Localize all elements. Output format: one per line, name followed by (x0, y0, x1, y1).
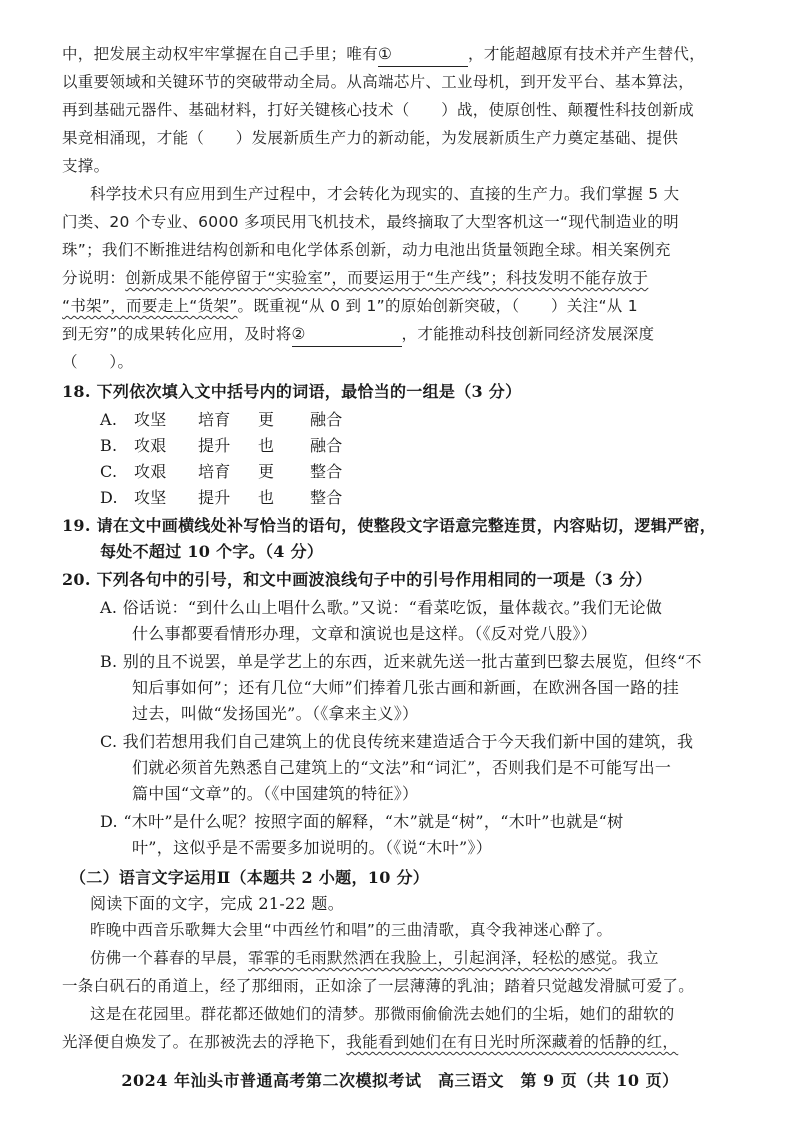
wavy-underlined-sentence: 我能看到她们在有日光时所深藏着的恬静的红， (346, 1033, 679, 1051)
option-word: 更 (258, 410, 275, 429)
option-word: 也 (258, 488, 275, 507)
passage-text: 中，把发展主动权牢牢掌握在自己手里；唯有 (62, 45, 379, 63)
page-footer: 2024 年汕头市普通高考第二次模拟考试 高三语文 第 9 页（共 10 页） (121, 1071, 679, 1090)
passage-line: 门类、20 个专业、6000 多项民用飞机技术，最终摘取了大型客机这一“现代制造业的明 (62, 213, 679, 231)
option-word: 攻坚 (134, 410, 167, 429)
passage2-line (90, 946, 800, 970)
option-word: 整合 (310, 488, 343, 507)
option-label: B. (100, 436, 118, 455)
option-word: 也 (258, 436, 275, 455)
q20-option-d: D. “木叶”是什么呢？按照字面的解释，“木”就是“树”，“木叶”也就是“树 (100, 812, 624, 831)
passage2-line: 这是在花园里。群花都还做她们的清梦。那微雨偷偷洗去她们的尘垢，她们的甜软的 (90, 1005, 675, 1023)
q20-option-b-cont: 知后事如何”；还有几位“大师”们捧着几张古画和新画，在欧洲各国一路的挂 (132, 678, 680, 697)
section-heading: （二）语言文字运用Ⅱ（本题共 2 小题，10 分） (70, 868, 430, 887)
passage-line: 果竞相涌现，才能（ ）发展新质生产力的新动能，为发展新质生产力奠定基础、提供 (62, 129, 679, 147)
wavy-underlined-sentence: “书架”，而要走上“货架” (62, 297, 238, 315)
option-word: 提升 (198, 436, 231, 455)
blank-marker-2: ② (291, 325, 306, 343)
question-19-stem-cont: 每处不超过 10 个字。（4 分） (100, 542, 324, 561)
option-label: D. (100, 488, 118, 507)
passage2-line: 昨晚中西音乐歌舞大会里“中西丝竹和唱”的三曲清歌，真令我神迷心醉了。 (90, 921, 613, 939)
q20-option-b-cont: 过去，叫做“发扬国光”。（《拿来主义》） (132, 704, 419, 723)
question-18-stem: 18. 下列依次填入文中括号内的词语，最恰当的一组是（3 分） (62, 382, 522, 401)
blank-marker-1: ① (378, 45, 393, 63)
blank-2 (292, 322, 402, 347)
q18-option-a (100, 408, 800, 432)
passage-text: ，才能超越原有技术并产生替代， (468, 45, 706, 63)
wavy-underlined-sentence: 霏霏的毛雨默然洒在我脸上，引起润泽，轻松的感觉 (248, 949, 612, 967)
option-word: 攻艰 (134, 436, 167, 455)
option-word: 融合 (310, 410, 343, 429)
q18-option-b (100, 434, 800, 458)
passage-line (62, 294, 800, 318)
q18-option-c (100, 460, 800, 484)
passage-line: 以重要领域和关键环节的突破带动全局。从高端芯片、工业母机，到开发平台、基本算法， (62, 73, 695, 91)
question-19-stem: 19. 请在文中画横线处补写恰当的语句，使整段文字语意完整连贯，内容贴切，逻辑严密， (62, 516, 717, 535)
passage-text: ，才能推动科技创新同经济发展深度 (401, 325, 655, 343)
q20-option-d-cont: 叶”，这似乎是不需要多加说明的。（《说“木叶”》） (132, 838, 493, 857)
question-20-stem: 20. 下列各句中的引号，和文中画波浪线句子中的引号作用相同的一项是（3 分） (62, 570, 652, 589)
passage-line: 科学技术只有应用到生产过程中，才会转化为现实的、直接的生产力。我们掌握 5 大 (90, 185, 680, 203)
q20-option-c-cont: 们就必须首先熟悉自己建筑上的“文法”和“词汇”，否则我们是不可能写出一 (132, 758, 672, 777)
passage2-line (62, 1030, 800, 1054)
passage-line (62, 42, 800, 67)
passage-text: 光泽便自焕发了。在那被洗去的浮艳下， (62, 1033, 347, 1051)
q20-option-c-cont: 篇中国“文章”的。（《中国建筑的特征》） (132, 784, 419, 803)
option-word: 攻艰 (134, 462, 167, 481)
passage-line: 支撑。 (62, 157, 110, 175)
option-label: C. (100, 462, 118, 481)
q20-option-c: C. 我们若想用我们自己建筑上的优良传统来建造适合于今天我们新中国的建筑，我 (100, 732, 694, 751)
option-word: 整合 (310, 462, 343, 481)
option-word: 培育 (198, 462, 231, 481)
passage-text: 。既重视“从 0 到 1”的原始创新突破，（ ）关注“从 1 (237, 297, 638, 315)
option-word: 攻坚 (134, 488, 167, 507)
passage-line: 再到基础元器件、基础材料，打好关键核心技术（ ）战，使原创性、颠覆性科技创新成 (62, 101, 695, 119)
option-word: 培育 (198, 410, 231, 429)
passage-line: （ ）。 (62, 353, 134, 371)
passage-line: 珠”；我们不断推进结构创新和电化学体系创新，动力电池出货量领跑全球。相关案例充 (62, 241, 671, 259)
q18-option-d (100, 486, 800, 510)
passage-text: 。我立 (611, 949, 659, 967)
section-instruction: 阅读下面的文字，完成 21-22 题。 (90, 894, 344, 913)
option-word: 提升 (198, 488, 231, 507)
q20-option-a: A. 俗话说：“到什么山上唱什么歌。”又说：“看菜吃饭，量体裁衣。”我们无论做 (100, 598, 663, 617)
q20-option-a-cont: 什么事都要看情形办理，文章和演说也是这样。（《反对党八股》） (132, 624, 598, 643)
wavy-underlined-sentence: 创新成果不能停留于“实验室”，而要运用于“生产线”；科技发明不能存放于 (125, 269, 649, 287)
passage-line (62, 322, 800, 347)
option-label: A. (100, 410, 118, 429)
option-word: 更 (258, 462, 275, 481)
passage-text: 到无穷”的成果转化应用，及时将 (62, 325, 292, 343)
option-word: 融合 (310, 436, 343, 455)
blank-1 (378, 42, 468, 67)
passage-line (62, 266, 800, 290)
passage-text: 分说明： (62, 269, 126, 287)
q20-option-b: B. 别的且不说罢，单是学艺上的东西，近来就先送一批古董到巴黎去展览，但终“不 (100, 652, 702, 671)
passage-text: 仿佛一个暮春的早晨， (90, 949, 249, 967)
passage2-line: 一条白矾石的甬道上，经了那细雨，正如涂了一层薄薄的乳油；踏着只觉越发滑腻可爱了。 (62, 977, 695, 995)
